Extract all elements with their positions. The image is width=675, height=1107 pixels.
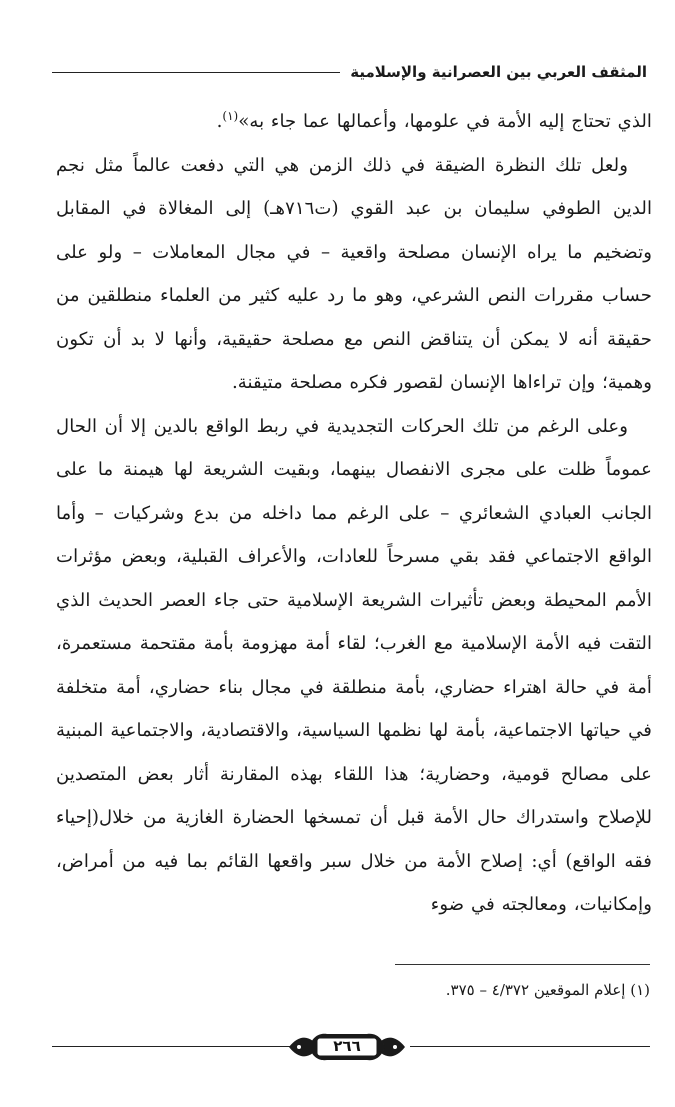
page-number: ٢٦٦: [333, 1037, 361, 1055]
footnote-separator: [395, 964, 650, 965]
paragraph-1-end: .: [216, 111, 223, 132]
paragraph-2: ولعل تلك النظرة الضيقة في ذلك الزمن هي التي دفعت عالماً مثل نجم الدين الطوفي سليمان بن عبد القوي (ت٧١٦هـ) إلى المغالاة في المقابل وتضخيم ما يراه الإنسان مصلحة واقعية – في مجال المعاملات – ولو على حساب مقررات النص الشرعي، وهو ما رد عليه كثير من العلماء منطلقين من حقيقة أنه لا يمكن أن يتناقض النص مع مصلحة حقيقية، وأنها لا بد أن تكون وهمية؛ وإن تراءاها الإنسان لقصور فكره مصلحة متيقنة.: [56, 154, 652, 393]
footer-rule-right: [410, 1046, 650, 1047]
footnote: (١) إعلام الموقعين ٤/٣٧٢ – ٣٧٥.: [445, 981, 650, 999]
footer-rule-left: [52, 1046, 290, 1047]
paragraph-1-text: الذي تحتاج إليه الأمة في علومها، وأعمالها عما جاء به»: [238, 111, 652, 132]
running-header-title: المثقف العربي بين العصرانية والإسلامية: [340, 58, 647, 86]
paragraph-3: وعلى الرغم من تلك الحركات التجديدية في ربط الواقع بالدين إلا أن الحال عموماً ظلت على مجرى الانفصال بينهما، وبقيت الشريعة لها هيمنة ما على الجانب العبادي الشعائري – على الرغم مما داخله من بدع وشركيات – وأما الواقع الاجتماعي فقد بقي مسرحاً للعادات، والأعراف القبلية، وبعض مؤثرات الأمم المحيطة وبعض تأثيرات الشريعة الإسلامية حتى جاء العصر الحديث الذي التقت فيه الأمة الإسلامية مع الغرب؛ لقاء أمة مهزومة بأمة مقتحمة مستعمرة، أمة في حالة اهتراء حضاري، بأمة منطلقة في مجال بناء حضاري، أمة متخلفة في حياتها الاجتماعية، بأمة لها نظمها السياسية، والاقتصادية، والاجتماعية المبنية على مصالح قومية، وحضارية؛ هذا اللقاء بهذه المقارنة أثار بعض المتصدين للإصلاح واستدراك حال الأمة قبل أن تمسخها الحضارة الغازية من خلال(إحياء فقه الواقع) أي: إصلاح الأمة من خلال سبر واقعها القائم بما فيه من أمراض، وإمكانيات، ومعالجته في ضوء: [56, 415, 652, 915]
footnote-reference: (١): [222, 108, 239, 123]
paragraph-1: [56, 100, 652, 144]
main-text: [56, 100, 652, 927]
running-header: [52, 58, 647, 88]
